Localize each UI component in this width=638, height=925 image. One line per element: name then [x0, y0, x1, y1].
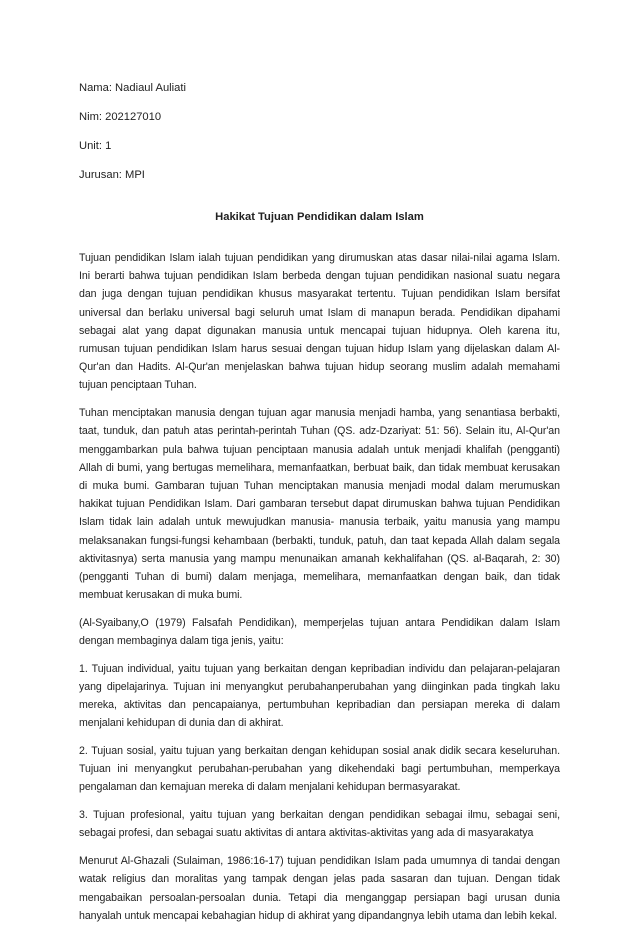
- paragraph-individual-goal: 1. Tujuan individual, yaitu tujuan yang berkaitan dengan kepribadian individu dan pelajaran-pelajaran yang dipelajarinya. Tujuan ini menyangkut perubahanperubahan yang diinginkan pada tingkah laku mereka, aktivitas dan pencapaianya, pertumbuhan kepribadian dan persiapan mereka di dalam menjalani kehidupan di dunia dan di akhirat.: [79, 662, 560, 730]
- paragraph-social-goal: 2. Tujuan sosial, yaitu tujuan yang berkaitan dengan kehidupan sosial anak didik secara keseluruhan. Tujuan ini menyangkut perubahan-perubahan yang dikehendaki bagi pertumbuhan, memperkaya pengalaman dan kemajuan mereka di dalam menjalani kehidupan bermasyarakat.: [79, 745, 560, 794]
- paragraph-syaibany: (Al-Syaibany,O (1979) Falsafah Pendidikan), memperjelas tujuan antara Pendidikan dalam Islam dengan membaginya dalam tiga jenis, yaitu:: [79, 616, 560, 648]
- student-name: Nama: Nadiaul Auliati: [79, 82, 186, 94]
- student-unit: Unit: 1: [79, 140, 112, 152]
- paragraph-al-ghazali: Menurut Al-Ghazali (Sulaiman, 1986:16-17) tujuan pendidikan Islam pada umumnya di tandai dengan watak religius dan moralitas yang tampak dengan jelas pada sasaran dan tujuan. Dengan tidak mengabaikan persoalan-persoalan dunia. Tetapi dia menganggap persiapan bagi urusan dunia hanyalah untuk mencapai kebahagian hidup di akhirat yang dipandangnya lebih utama dan lebih kekal.: [79, 855, 560, 922]
- student-nim: Nim: 202127010: [79, 111, 162, 123]
- paragraph-creation-purpose: Tuhan menciptakan manusia dengan tujuan agar manusia menjadi hamba, yang senantiasa berbakti, taat, tunduk, dan patuh atas perintah-perintah Tuhan (QS. adz-Dzariyat: 51: 56). Selain itu, Al-Qur'an menggambarkan pula bahwa tujuan penciptaan manusia adalah untuk menjadi khalifah (pengganti) Allah di bumi, yang bertugas memelihara, memanfaatkan, berbuat baik, dan tidak membuat kerusakan di muka bumi. Gambaran tujuan Tuhan menciptakan manusia menjadi modal dalam merumuskan hakikat tujuan Pendidikan Islam. Dari gambaran tersebut dapat dirumuskan bahwa tujuan Pendidikan Islam tidak lain adalah untuk mewujudkan manusia- manusia terbaik, yaitu manusia yang mampu melaksanakan fungsi-fungsi kehambaan (berbakti, tunduk, patuh, dan taat kepada Allah dalam segala aktivitasnya) serta manusia yang mampu menunaikan amanah kekhalifahan (QS. al-Baqarah, 2: 30) (pengganti Tuhan di bumi) dalam menjaga, memelihara, memanfaatkan dengan baik, dan tidak membuat kerusakan di muka bumi.: [79, 407, 560, 602]
- document-title: Hakikat Tujuan Pendidikan dalam Islam: [215, 211, 424, 223]
- student-major: Jurusan: MPI: [79, 169, 145, 181]
- paragraph-professional-goal: 3. Tujuan profesional, yaitu tujuan yang berkaitan dengan pendidikan sebagai ilmu, sebagai seni, sebagai profesi, dan sebagai suatu aktivitas di antara aktivitas-aktivitas yang ada di masyarakatya: [79, 809, 560, 840]
- paragraph-intro: Tujuan pendidikan Islam ialah tujuan pendidikan yang dirumuskan atas dasar nilai-nilai agama Islam. Ini berarti bahwa tujuan pendidikan Islam berbeda dengan tujuan pendidikan nasional suatu negara dan juga dengan tujuan pendidikan khusus masyarakat tertentu. Tujuan pendidikan Islam bersifat universal dan berlaku universal bagi seluruh umat Islam di manapun berada. Pendidikan dipahami sebagai alat yang dapat digunakan manusia untuk mencapai tujuan hidupnya. Oleh karena itu, rumusan tujuan pendidikan Islam harus sesuai dengan tujuan hidup Islam yang dijelaskan dalam Al-Qur'an dan Hadits. Al-Qur'an menjelaskan bahwa tujuan hidup seorang muslim adalah memahami tujuan penciptaan Tuhan.: [79, 252, 560, 392]
